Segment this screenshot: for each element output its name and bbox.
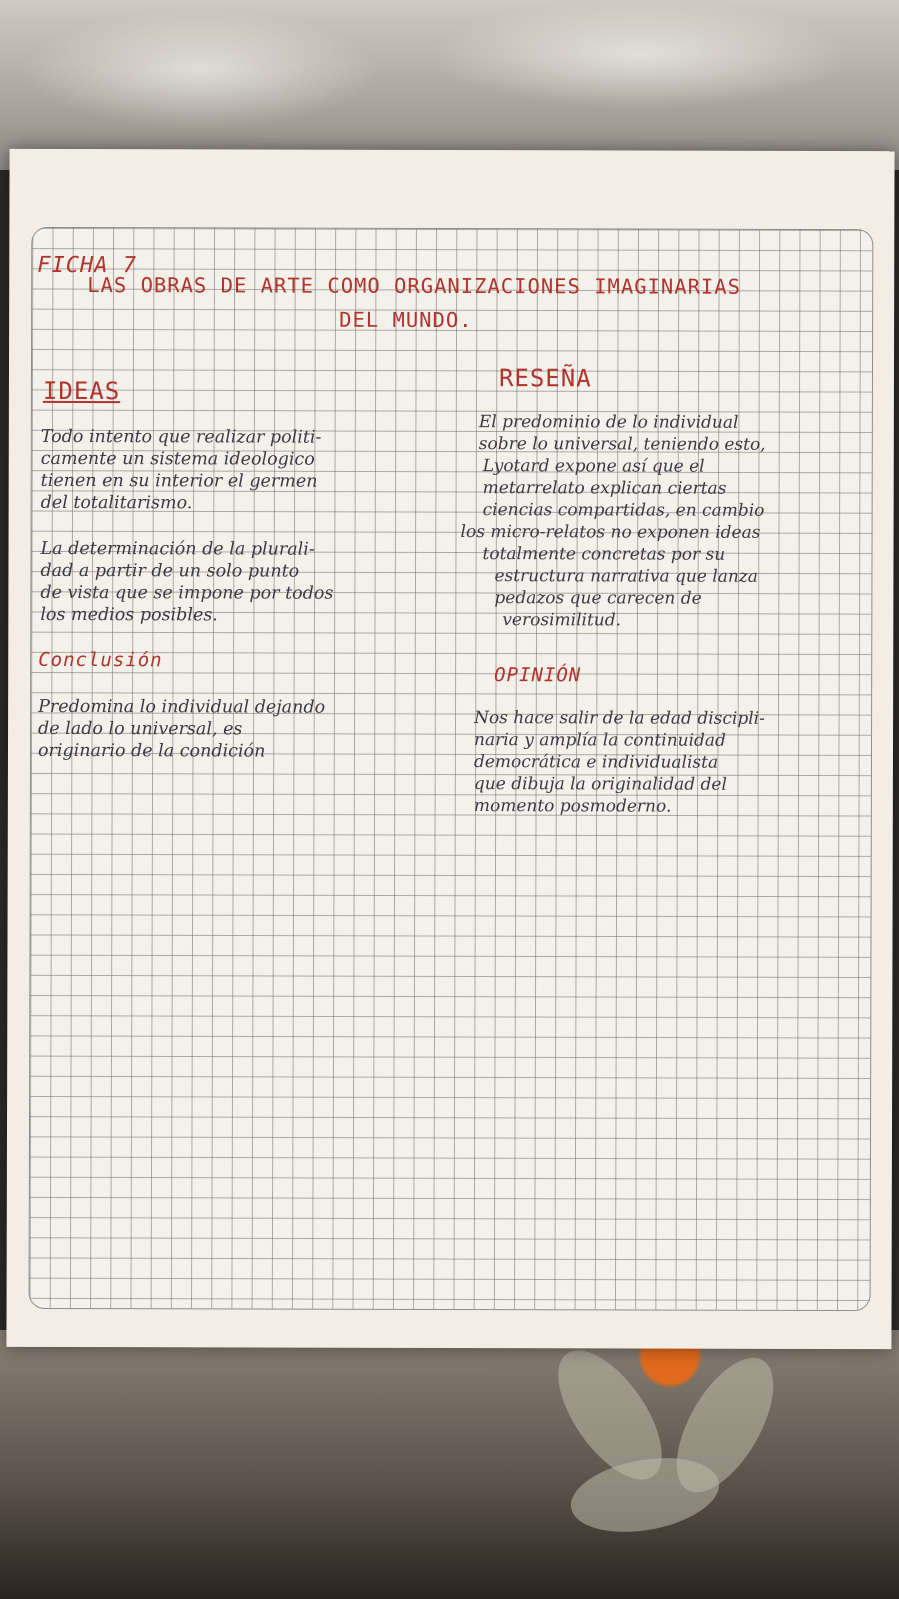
text-line: totalmente concretas por su xyxy=(482,544,726,565)
grid-area xyxy=(29,227,874,1311)
text-line: metarrelato explican ciertas xyxy=(482,478,727,499)
text-line: Predomina lo individual dejando xyxy=(38,696,326,718)
text-line: sobre lo universal, teniendo esto, xyxy=(478,434,766,455)
sheet-header-label: FICHA 7 xyxy=(37,252,138,279)
text-line: originario de la condición xyxy=(37,740,266,762)
text-line: ciencias compartidas, en cambio xyxy=(482,500,765,521)
fabric-fold xyxy=(430,0,850,110)
text-line: los medios posibles. xyxy=(40,604,218,626)
text-line: democrática e individualista xyxy=(473,752,719,773)
ideas-heading: IDEAS xyxy=(42,376,121,406)
text-line: verosimilitud. xyxy=(502,610,622,631)
text-line: los micro-relatos no exponen ideas xyxy=(460,522,761,543)
fabric-background-top xyxy=(0,0,899,170)
text-line: naria y amplía la continuidad xyxy=(473,730,726,751)
text-line: dad a partir de un solo punto xyxy=(40,560,300,582)
title-line: LAS OBRAS DE ARTE COMO ORGANIZACIONES IMAGINARIAS xyxy=(87,273,742,299)
opinion-heading: OPINIÓN xyxy=(494,664,582,687)
text-line: Todo intento que realizar politi- xyxy=(40,426,322,448)
text-line: estructura narrativa que lanza xyxy=(494,566,758,587)
text-line: de vista que se impone por todos xyxy=(40,582,334,604)
text-line: tienen en su interior el germen xyxy=(40,470,318,492)
notebook-sheet xyxy=(6,149,894,1349)
fabric-fold xyxy=(20,10,380,130)
review-heading: RESEÑA xyxy=(498,364,592,393)
text-line: camente un sistema ideologico xyxy=(40,448,315,470)
text-line: La determinación de la plurali- xyxy=(40,538,315,560)
text-line: del totalitarismo. xyxy=(40,492,193,514)
text-line: de lado lo universal, es xyxy=(38,718,243,740)
text-line: pedazos que carecen de xyxy=(494,588,702,609)
text-line: Nos hace salir de la edad discipli- xyxy=(474,708,765,729)
title-line: DEL MUNDO. xyxy=(339,307,473,333)
conclusion-heading: Conclusión xyxy=(38,648,163,672)
text-line: Lyotard expone así que el xyxy=(482,456,705,477)
fabric-background-bottom xyxy=(0,1330,899,1599)
text-line: que dibuja la originalidad del xyxy=(473,774,727,795)
text-line: El predominio de lo individual xyxy=(478,412,739,433)
text-line: momento posmoderno. xyxy=(473,796,672,817)
